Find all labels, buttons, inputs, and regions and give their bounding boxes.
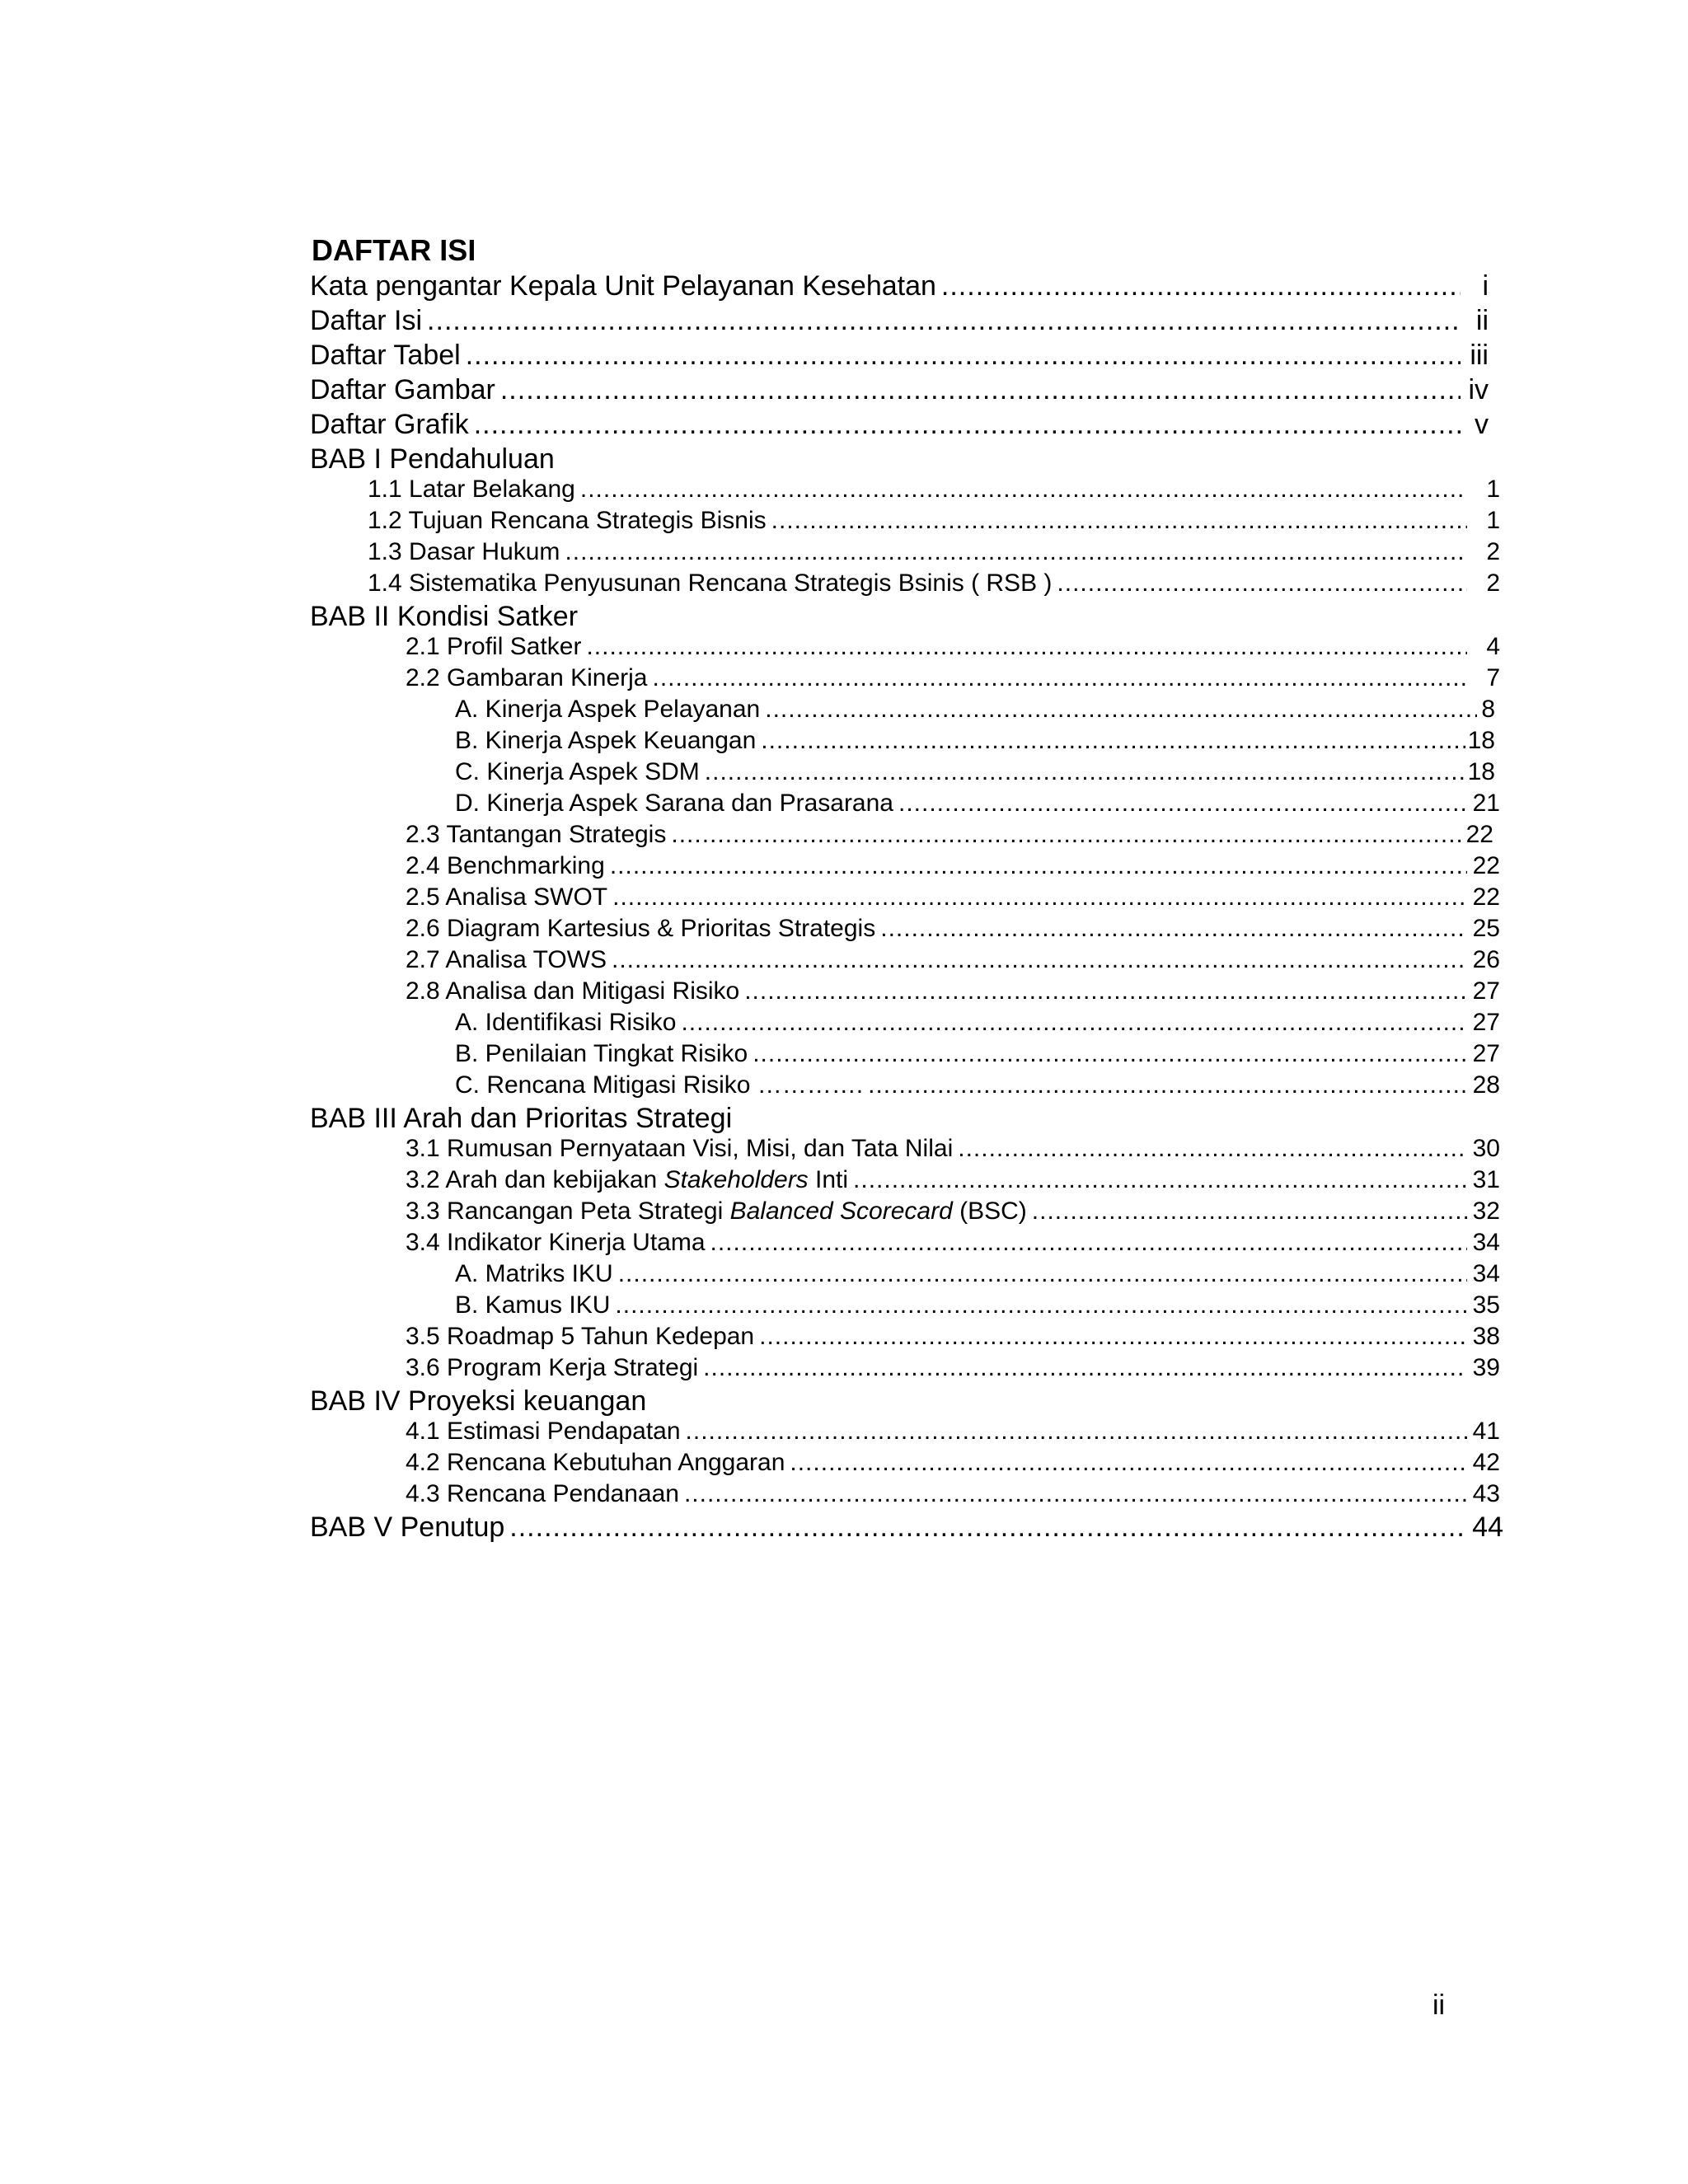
toc-entry-label: Daftar Tabel	[310, 340, 461, 371]
leader-dots	[586, 631, 1467, 663]
toc-entry-kata-pengantar[interactable]	[310, 269, 1489, 303]
leader-dots	[681, 1007, 1467, 1038]
toc-entry-label: 4.2 Rencana Kebutuhan Anggaran	[406, 1449, 785, 1476]
chapter-heading-bab-4[interactable]: BAB IV Proyeksi keuangan	[310, 1385, 647, 1417]
leader-dots	[759, 1321, 1467, 1352]
toc-entry-page: i	[1482, 270, 1489, 302]
toc-entry-2-2-b[interactable]	[455, 725, 1495, 757]
leader-dots	[671, 819, 1464, 851]
toc-entry-label-emphasis: Balanced Scorecard	[729, 1197, 953, 1225]
toc-entry-label: 2.7 Analisa TOWS	[406, 946, 607, 973]
toc-entry-label: B. Kamus IKU	[455, 1291, 611, 1319]
toc-entry-page: 35	[1472, 1291, 1500, 1319]
leader-dots	[610, 851, 1467, 882]
leader-dots	[427, 303, 1461, 338]
toc-entry-label: 3.4 Indikator Kinerja Utama	[406, 1229, 706, 1256]
leader-dots	[941, 269, 1461, 303]
leader-dots	[686, 1416, 1467, 1447]
toc-entry-label: A. Kinerja Aspek Pelayanan	[455, 696, 761, 723]
toc-entry-3-4-b[interactable]	[455, 1290, 1500, 1321]
toc-entry-2-8-c[interactable]	[455, 1070, 1500, 1101]
toc-entry-label: 1.1 Latar Belakang	[368, 476, 575, 503]
toc-entry-page: v	[1475, 409, 1489, 440]
toc-entry-page: 34	[1472, 1229, 1500, 1256]
toc-entry-4-1[interactable]	[406, 1416, 1500, 1447]
toc-entry-label: C. Rencana Mitigasi Risiko ………….	[455, 1071, 864, 1099]
toc-entry-page: 2	[1486, 538, 1500, 565]
toc-entry-page: 1	[1486, 476, 1500, 503]
toc-entry-label: B. Kinerja Aspek Keuangan	[455, 727, 757, 754]
toc-entry-page: 2	[1486, 569, 1500, 597]
toc-entry-2-8[interactable]	[406, 976, 1500, 1007]
leader-dots	[500, 373, 1461, 407]
leader-dots	[761, 725, 1465, 757]
toc-entry-page: 26	[1472, 946, 1500, 973]
toc-entry-daftar-tabel[interactable]	[310, 338, 1489, 373]
toc-entry-3-5[interactable]	[406, 1321, 1500, 1352]
toc-entry-label-post: (BSC)	[952, 1197, 1027, 1225]
toc-entry-label: 2.1 Profil Satker	[406, 633, 582, 660]
leader-dots	[612, 944, 1467, 976]
leader-dots	[1057, 568, 1467, 599]
toc-entry-daftar-isi[interactable]	[310, 303, 1489, 338]
leader-dots	[880, 913, 1467, 944]
chapter-heading-bab-3[interactable]: BAB III Arah dan Prioritas Strategi	[310, 1103, 733, 1134]
toc-entry-2-7[interactable]	[406, 944, 1500, 976]
toc-entry-3-2[interactable]	[406, 1165, 1500, 1196]
toc-entry-page: 21	[1472, 790, 1500, 817]
toc-entry-label: 2.8 Analisa dan Mitigasi Risiko	[406, 977, 740, 1005]
toc-entry-2-3[interactable]	[406, 819, 1493, 851]
toc-entry-label-post: Inti	[808, 1166, 849, 1193]
toc-entry-label-pre: 3.2 Arah dan kebijakan	[406, 1166, 664, 1193]
leader-dots	[653, 663, 1468, 694]
toc-entry-page: 8	[1481, 696, 1495, 723]
toc-entry-label: 1.4 Sistematika Penyusunan Rencana Strategis Bsinis ( RSB )	[368, 569, 1053, 597]
toc-entry-3-4-a[interactable]	[455, 1258, 1500, 1290]
toc-entry-page: 31	[1472, 1166, 1500, 1193]
toc-entry-3-3[interactable]	[406, 1196, 1500, 1227]
leader-dots	[509, 1510, 1464, 1544]
toc-entry-label: 4.3 Rencana Pendanaan	[406, 1480, 679, 1507]
page-title: DAFTAR ISI	[312, 233, 476, 267]
page-number: ii	[1432, 1990, 1446, 2021]
toc-entry-bab-5[interactable]	[310, 1510, 1503, 1544]
toc-entry-page: 43	[1472, 1480, 1500, 1507]
toc-entry-page: 18	[1467, 727, 1495, 754]
toc-entry-label-pre: 3.3 Rancangan Peta Strategi	[406, 1197, 730, 1225]
toc-entry-label	[406, 1196, 1027, 1227]
leader-dots	[703, 1352, 1467, 1384]
toc-entry-label: 1.3 Dasar Hukum	[368, 538, 560, 565]
toc-entry-label: Kata pengantar Kepala Unit Pelayanan Kesehatan	[310, 270, 936, 302]
toc-entry-page: 27	[1472, 1040, 1500, 1067]
toc-entry-page: 22	[1465, 821, 1493, 848]
leader-dots	[898, 788, 1467, 819]
toc-entry-label: 2.5 Analisa SWOT	[406, 883, 608, 911]
toc-entry-page: 32	[1472, 1197, 1500, 1225]
toc-entry-1-4[interactable]	[368, 568, 1500, 599]
toc-entry-page: 44	[1472, 1511, 1503, 1543]
toc-entry-page: 18	[1467, 758, 1495, 785]
toc-entry-page: iv	[1468, 374, 1489, 405]
toc-entry-page: 25	[1472, 915, 1500, 942]
leader-dots	[1032, 1196, 1467, 1227]
toc-entry-1-2[interactable]	[368, 505, 1500, 537]
toc-entry-label: 2.3 Tantangan Strategis	[406, 821, 667, 848]
toc-entry-label: 1.2 Tujuan Rencana Strategis Bisnis	[368, 507, 767, 534]
toc-entry-page: 7	[1486, 664, 1500, 691]
toc-entry-label: 3.5 Roadmap 5 Tahun Kedepan	[406, 1323, 755, 1350]
toc-entry-page: 42	[1472, 1449, 1500, 1476]
toc-entry-label-emphasis: Stakeholders	[663, 1166, 809, 1193]
toc-entry-page: 1	[1486, 507, 1500, 534]
toc-entry-page: 4	[1486, 633, 1500, 660]
toc-entry-label: 2.2 Gambaran Kinerja	[406, 664, 648, 691]
toc-entry-label: 4.1 Estimasi Pendapatan	[406, 1418, 681, 1445]
leader-dots	[618, 1258, 1467, 1290]
leader-dots	[771, 505, 1467, 537]
leader-dots	[753, 1038, 1467, 1070]
toc-entry-page: 30	[1472, 1135, 1500, 1162]
toc-entry-2-2-c[interactable]	[455, 757, 1495, 788]
toc-entry-3-6[interactable]	[406, 1352, 1500, 1384]
leader-dots	[612, 882, 1467, 913]
toc-entry-label: Daftar Grafik	[310, 409, 469, 440]
toc-entry-3-1[interactable]	[406, 1133, 1500, 1165]
toc-entry-label: D. Kinerja Aspek Sarana dan Prasarana	[455, 790, 893, 817]
toc-entry-page: 41	[1472, 1418, 1500, 1445]
leader-dots	[958, 1133, 1467, 1165]
toc-entry-4-2[interactable]	[406, 1447, 1500, 1479]
leader-dots	[474, 407, 1461, 442]
leader-dots	[853, 1165, 1467, 1196]
toc-entry-page: 22	[1472, 883, 1500, 911]
leader-dots	[565, 537, 1467, 568]
toc-entry-page: 38	[1472, 1323, 1500, 1350]
toc-entry-1-3[interactable]	[368, 537, 1500, 568]
chapter-heading-bab-1[interactable]: BAB I Pendahuluan	[310, 443, 555, 475]
leader-dots	[615, 1290, 1467, 1321]
toc-entry-page: 27	[1472, 977, 1500, 1005]
toc-entry-4-3[interactable]	[406, 1479, 1500, 1510]
leader-dots	[790, 1447, 1467, 1479]
toc-entry-page: 22	[1472, 852, 1500, 879]
toc-entry-daftar-grafik[interactable]	[310, 407, 1489, 442]
toc-entry-1-1[interactable]	[368, 474, 1500, 505]
toc-entry-2-2[interactable]	[406, 663, 1500, 694]
toc-entry-page: 28	[1472, 1071, 1500, 1099]
toc-entry-label: B. Penilaian Tingkat Risiko	[455, 1040, 748, 1067]
toc-entry-3-4[interactable]	[406, 1227, 1500, 1258]
leader-dots	[705, 757, 1465, 788]
leader-dots	[710, 1227, 1467, 1258]
leader-dots	[580, 474, 1467, 505]
toc-entry-2-1[interactable]	[406, 631, 1500, 663]
toc-entry-2-5[interactable]	[406, 882, 1500, 913]
leader-dots	[466, 338, 1461, 373]
toc-entry-page: 27	[1472, 1009, 1500, 1036]
toc-entry-2-4[interactable]	[406, 851, 1500, 882]
toc-entry-label: 2.4 Benchmarking	[406, 852, 605, 879]
toc-entry-label: 2.6 Diagram Kartesius & Prioritas Strategis	[406, 915, 876, 942]
toc-entry-label: Daftar Isi	[310, 305, 423, 336]
chapter-heading-bab-2[interactable]: BAB II Kondisi Satker	[310, 601, 579, 632]
toc-entry-label: A. Identifikasi Risiko	[455, 1009, 677, 1036]
leader-dots	[765, 694, 1477, 725]
toc-entry-page: 34	[1472, 1260, 1500, 1287]
toc-entry-page: ii	[1475, 305, 1489, 336]
toc-entry-2-8-b[interactable]	[455, 1038, 1500, 1070]
leader-dots	[868, 1070, 1467, 1101]
toc-entry-label: A. Matriks IKU	[455, 1260, 613, 1287]
toc-entry-2-2-d[interactable]	[455, 788, 1500, 819]
toc-entry-label: 3.6 Program Kerja Strategi	[406, 1354, 699, 1381]
toc-entry-2-6[interactable]	[406, 913, 1500, 944]
toc-entry-label: C. Kinerja Aspek SDM	[455, 758, 700, 785]
leader-dots	[744, 976, 1467, 1007]
toc-entry-label: BAB V Penutup	[310, 1511, 505, 1543]
toc-entry-label: 3.1 Rumusan Pernyataan Visi, Misi, dan Tata Nilai	[406, 1135, 954, 1162]
toc-entry-2-2-a[interactable]	[455, 694, 1495, 725]
toc-entry-page: iii	[1470, 340, 1489, 371]
toc-entry-2-8-a[interactable]	[455, 1007, 1500, 1038]
toc-entry-daftar-gambar[interactable]	[310, 373, 1489, 407]
leader-dots	[684, 1479, 1467, 1510]
toc-entry-label: Daftar Gambar	[310, 374, 495, 405]
toc-entry-label	[406, 1165, 848, 1196]
toc-entry-page: 39	[1472, 1354, 1500, 1381]
